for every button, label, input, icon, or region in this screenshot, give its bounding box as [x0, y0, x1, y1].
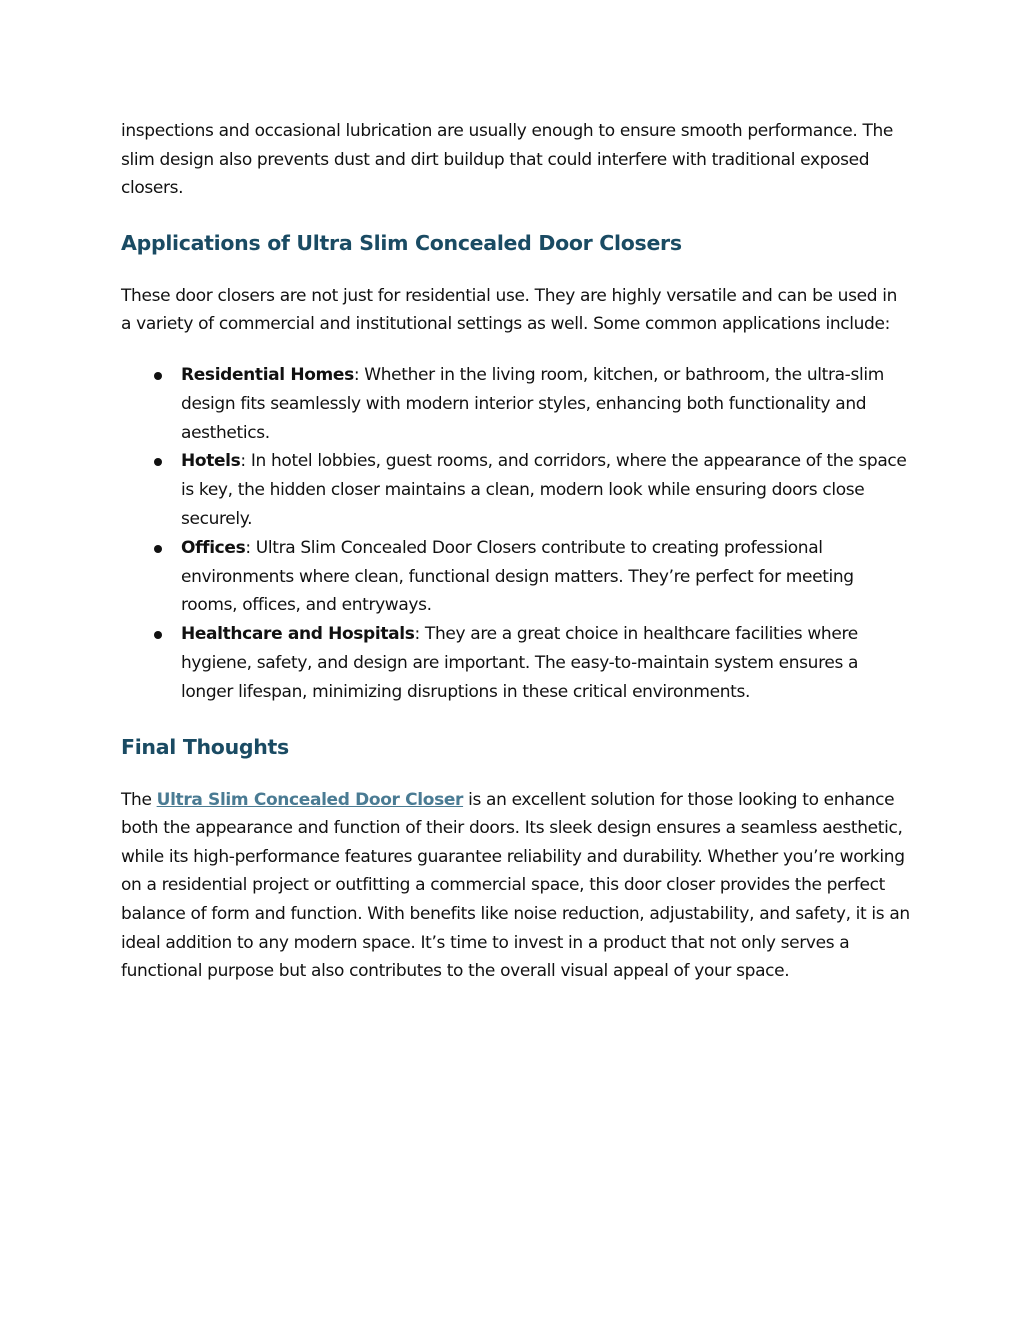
- final-thoughts-heading: Final Thoughts: [121, 734, 289, 759]
- item-term: Hotels: [181, 451, 241, 472]
- list-item: [121, 361, 911, 447]
- bullet-icon: [154, 631, 162, 639]
- item-text: : Whether in the living room, kitchen, or bathroom, the ultra-slim design fits seamlessly with modern interior styles, enhancing both functionality and aesthetics.: [181, 364, 884, 443]
- final-text-before-link: The: [121, 789, 157, 810]
- list-item: [121, 620, 911, 706]
- item-text: : Ultra Slim Concealed Door Closers contribute to creating professional environments where clean, functional design matters. They’re perfect for meeting rooms, offices, and entryways.: [181, 537, 854, 616]
- item-text: : They are a great choice in healthcare facilities where hygiene, safety, and design are important. The easy-to-maintain system ensures a longer lifespan, minimizing disruptions in these critical environments.: [181, 624, 859, 702]
- applications-intro: These door closers are not just for residential use. They are highly versatile and can be used in a variety of commercial and institutional settings as well. Some common applications include:: [121, 285, 898, 335]
- list-item: [121, 447, 911, 533]
- bullet-icon: [154, 458, 162, 466]
- bullet-icon: [154, 545, 162, 553]
- list-item: [121, 534, 911, 620]
- item-term: Offices: [181, 537, 246, 558]
- item-term: Healthcare and Hospitals: [181, 624, 415, 645]
- intro-paragraph: inspections and occasional lubrication are usually enough to ensure smooth performance. The slim design also prevents dust and dirt buildup that could interfere with traditional exposed closers.: [121, 121, 894, 199]
- document-page: [121, 117, 911, 986]
- applications-list: [121, 361, 911, 707]
- applications-heading: Applications of Ultra Slim Concealed Door Closers: [121, 230, 682, 255]
- final-text-after-link: is an excellent solution for those looking to enhance both the appearance and function of their doors. Its sleek design ensures a seamless aesthetic, while its high-performance features guarantee reliability and durability. Whether you’re working on a residential project or outfitting a commercial space, this door closer provides the perfect balance of form and function. With benefits like noise reduction, adjustability, and safety, it is an ideal addition to any modern space. It’s time to invest in a product that not only serves a functional purpose but also contributes to the overall visual appeal of your space.: [121, 789, 910, 982]
- final-paragraph: [121, 786, 911, 986]
- item-term: Residential Homes: [181, 364, 354, 385]
- bullet-icon: [154, 372, 162, 380]
- product-link[interactable]: Ultra Slim Concealed Door Closer: [156, 789, 464, 810]
- item-text: : In hotel lobbies, guest rooms, and corridors, where the appearance of the space is key, the hidden closer maintains a clean, modern look while ensuring doors close securely.: [181, 451, 907, 529]
